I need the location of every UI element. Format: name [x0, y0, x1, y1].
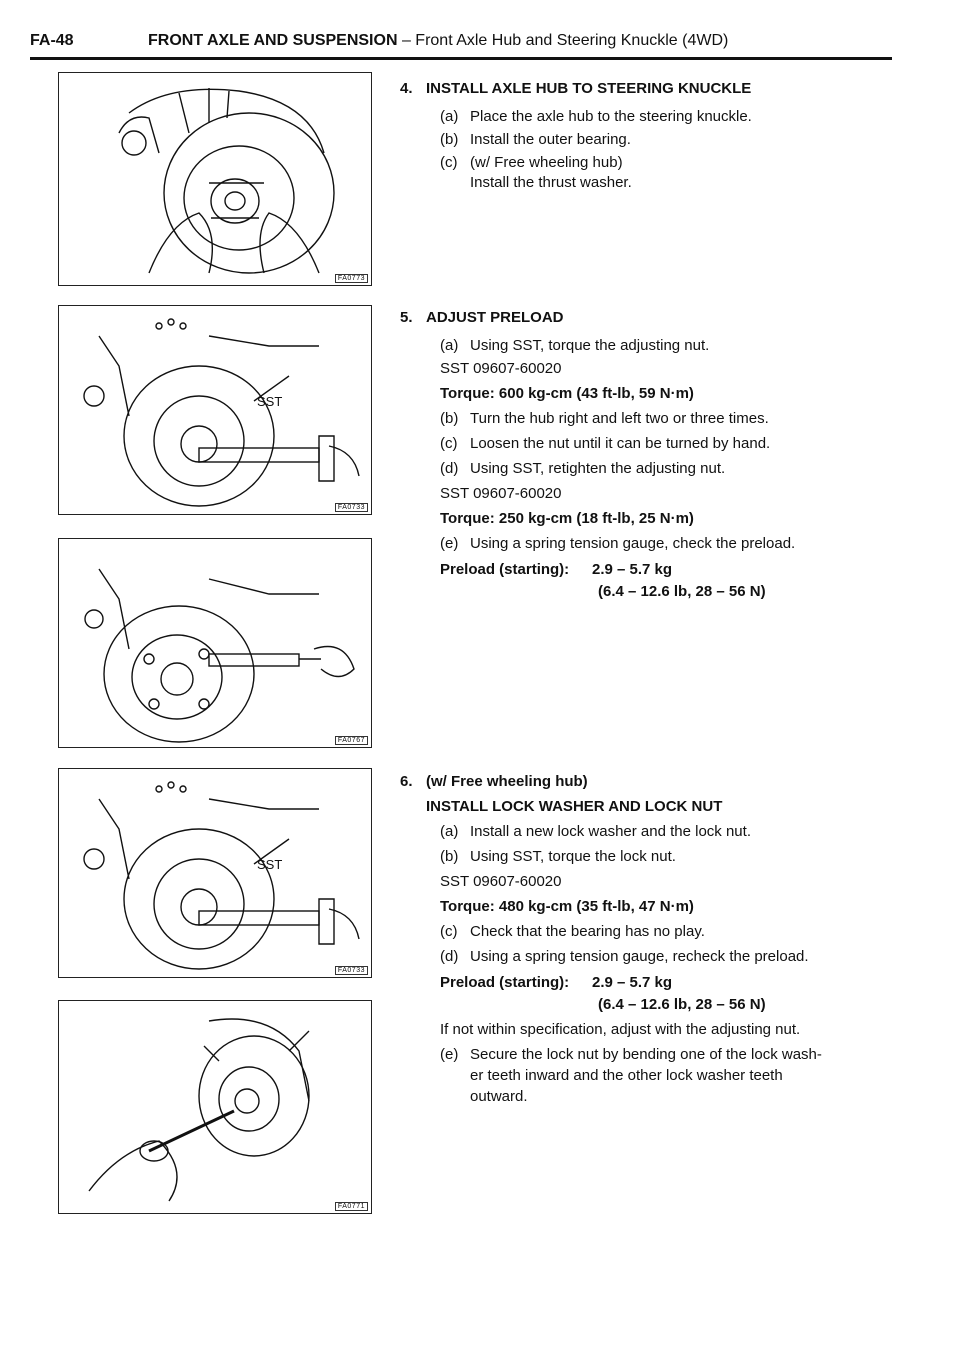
- item-label: (b): [440, 131, 459, 148]
- item-text: Install the outer bearing.: [470, 131, 631, 148]
- item-label: (b): [440, 410, 459, 427]
- page-code: FA-48: [30, 32, 74, 49]
- item-label: (c): [440, 435, 458, 452]
- step-6-condition: (w/ Free wheeling hub): [426, 773, 588, 790]
- item-label: (b): [440, 848, 459, 865]
- step-5-sst2: SST 09607-60020: [440, 485, 562, 502]
- item-text: Turn the hub right and left two or three times.: [470, 410, 769, 427]
- step-5-a: [440, 336, 709, 355]
- section-title: [148, 32, 728, 50]
- item-text: Place the axle hub to the steering knuckle.: [470, 108, 752, 125]
- figure-bend-lock-washer: [58, 1000, 372, 1214]
- item-text: Secure the lock nut by bending one of the lock wash-: [470, 1046, 822, 1063]
- item-label: (e): [440, 1046, 459, 1063]
- figure-lock-nut-sst: [58, 768, 372, 978]
- step-6-torque: Torque: 480 kg-cm (35 ft-lb, 47 N·m): [440, 898, 694, 915]
- figure-code: FA0771: [335, 1202, 368, 1211]
- figure-code: FA0773: [335, 274, 368, 283]
- item-label: (c): [440, 154, 458, 171]
- spring-gauge-illustration: [59, 539, 371, 747]
- step-5-sst1: SST 09607-60020: [440, 360, 562, 377]
- figure-code: FA0733: [335, 503, 368, 512]
- step-5-number: 5.: [400, 309, 413, 326]
- item-text: Using a spring tension gauge, recheck the preload.: [470, 948, 809, 965]
- step-4-title: INSTALL AXLE HUB TO STEERING KNUCKLE: [426, 80, 752, 97]
- step-5-d: [440, 459, 725, 478]
- subsection-name: – Front Axle Hub and Steering Knuckle (4WD): [397, 32, 729, 49]
- item-text: Using SST, torque the adjusting nut.: [470, 337, 710, 354]
- step-5-b: [440, 409, 769, 428]
- sst-label: SST: [257, 394, 283, 409]
- step-6-preload-value: 2.9 – 5.7 kg: [592, 974, 673, 991]
- step-4-number: 4.: [400, 80, 413, 97]
- step-6-e: [440, 1045, 822, 1064]
- step-5-title: ADJUST PRELOAD: [426, 309, 564, 326]
- step-5-torque2: Torque: 250 kg-cm (18 ft-lb, 25 N·m): [440, 510, 694, 527]
- step-5-preload-value-alt: (6.4 – 12.6 lb, 28 – 56 N): [598, 583, 766, 600]
- page-header: [30, 30, 890, 60]
- item-text: Using SST, torque the lock nut.: [470, 848, 676, 865]
- step-4-c-cont: Install the thrust washer.: [470, 174, 632, 191]
- step-5-e: [440, 534, 795, 553]
- step-5-preload-value: 2.9 – 5.7 kg: [592, 561, 673, 578]
- step-4-b: [440, 130, 631, 149]
- item-label: (c): [440, 923, 458, 940]
- item-label: (a): [440, 823, 459, 840]
- item-text: (w/ Free wheeling hub): [470, 154, 623, 171]
- step-5-torque1: Torque: 600 kg-cm (43 ft-lb, 59 N·m): [440, 385, 694, 402]
- step-5-c: [440, 434, 770, 453]
- item-label: (d): [440, 460, 459, 477]
- step-6-b: [440, 847, 676, 866]
- step-6-preload-value-alt: (6.4 – 12.6 lb, 28 – 56 N): [598, 996, 766, 1013]
- step-6-c: [440, 922, 705, 941]
- item-label: (a): [440, 337, 459, 354]
- item-text: Install a new lock washer and the lock nut.: [470, 823, 751, 840]
- item-text: Using SST, retighten the adjusting nut.: [470, 460, 726, 477]
- bend-washer-illustration: [59, 1001, 371, 1213]
- figure-code: FA0767: [335, 736, 368, 745]
- sst-label: SST: [257, 857, 283, 872]
- item-text: Using a spring tension gauge, check the preload.: [470, 535, 796, 552]
- item-label: (a): [440, 108, 459, 125]
- step-6-preload-label: Preload (starting):: [440, 974, 570, 991]
- item-text: Check that the bearing has no play.: [470, 923, 705, 940]
- sst-torque-illustration: [59, 306, 371, 514]
- step-5-preload-label: Preload (starting):: [440, 561, 570, 578]
- step-4-c: [440, 153, 623, 172]
- item-text: Loosen the nut until it can be turned by hand.: [470, 435, 771, 452]
- item-label: (d): [440, 948, 459, 965]
- section-name: FRONT AXLE AND SUSPENSION: [148, 32, 398, 49]
- figure-code: FA0733: [335, 966, 368, 975]
- figure-install-axle-hub: [58, 72, 372, 286]
- step-6-sst: SST 09607-60020: [440, 873, 562, 890]
- figure-check-preload: [58, 538, 372, 748]
- item-label: (e): [440, 535, 459, 552]
- figure-adjust-preload-sst: [58, 305, 372, 515]
- step-6-e-cont: er teeth inward and the other lock washer teeth: [470, 1067, 783, 1084]
- hub-install-illustration: [59, 73, 371, 285]
- lock-nut-sst-illustration: [59, 769, 371, 977]
- step-4-a: [440, 107, 752, 126]
- step-6-a: [440, 822, 751, 841]
- step-6-number: 6.: [400, 773, 413, 790]
- step-6-title: INSTALL LOCK WASHER AND LOCK NUT: [426, 798, 723, 815]
- header-rule: [30, 57, 892, 60]
- step-6-note: If not within specification, adjust with the adjusting nut.: [440, 1021, 801, 1038]
- step-6-d: [440, 947, 809, 966]
- step-6-e-cont2: outward.: [470, 1088, 528, 1105]
